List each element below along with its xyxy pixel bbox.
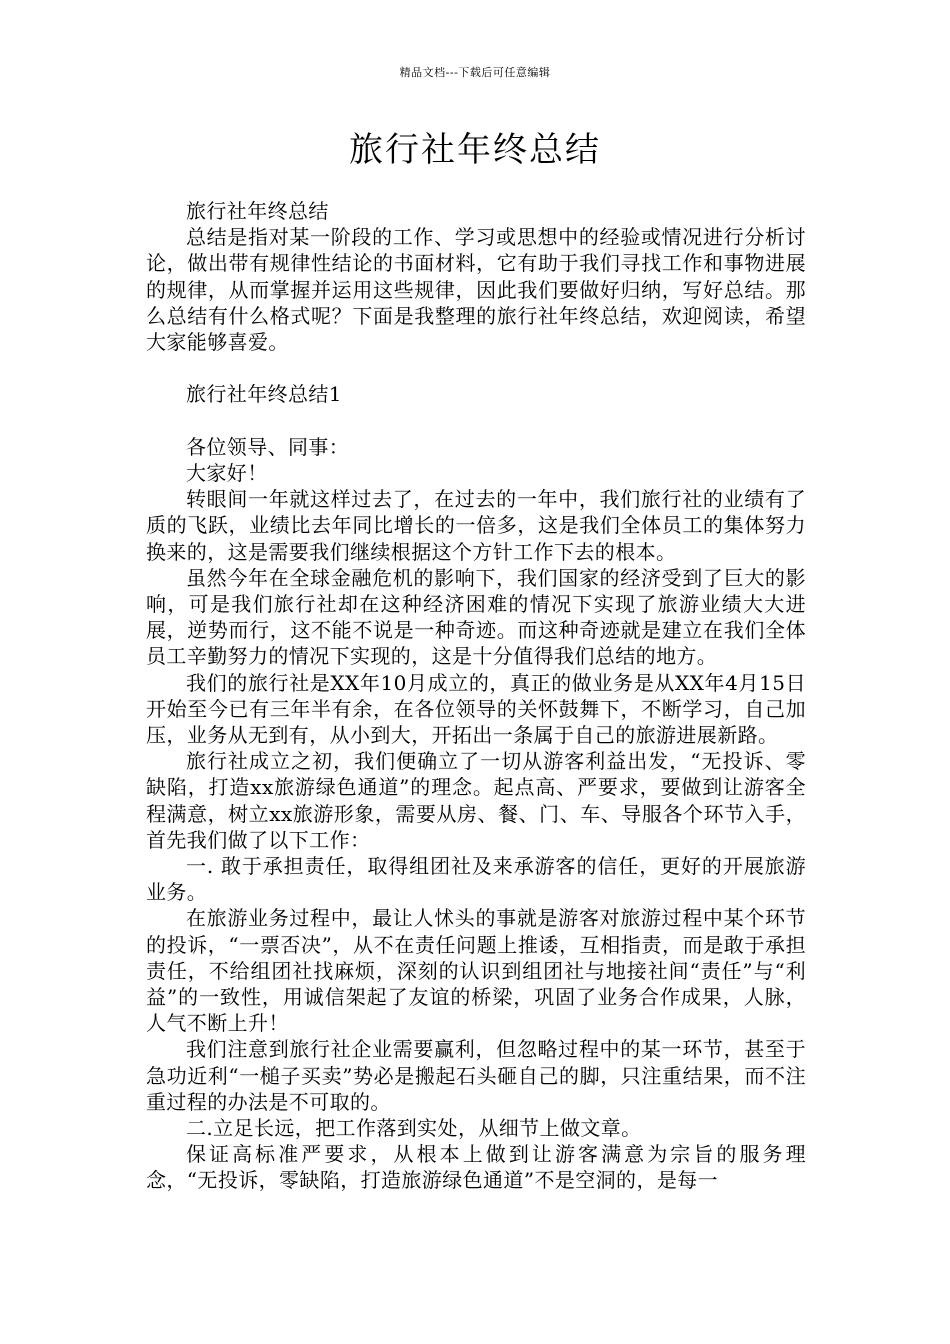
document-title: 旅行社年终总结 xyxy=(349,130,601,170)
paragraph: 转眼间一年就这样过去了，在过去的一年中，我们旅行社的业绩有了质的飞跃，业绩比去年同比增长的一倍多，这是我们全体员工的集体努力换来的，这是需要我们继续根据这个方针工作下去的根本。 xyxy=(146,487,806,564)
paragraph: 保证高标准严要求，从根本上做到让游客满意为宗旨的服务理念，“无投诉，零缺陷，打造旅游绿色通道”不是空洞的，是每一 xyxy=(146,1142,806,1193)
paragraph-subtitle: 旅行社年终总结 xyxy=(186,199,329,223)
paragraph-point-two: 二.立足长远，把工作落到实处，从细节上做文章。 xyxy=(186,1116,642,1141)
blank-line xyxy=(146,355,806,381)
paragraph: 我们的旅行社是XX年10月成立的，真正的做业务是从XX年4月15日开始至今已有三年半有余，在各位领导的关怀鼓舞下，不断学习，自己加压，业务从无到有，从小到大，开拓出一条属于自己的旅游进展新路。 xyxy=(146,670,806,748)
paragraph-point-one: 一. 敢于承担责任，取得组团社及来承游客的信任，更好的开展旅游业务。 xyxy=(146,854,806,905)
document-body xyxy=(146,198,806,1194)
paragraph: 虽然今年在全球金融危机的影响下，我们国家的经济受到了巨大的影响，可是我们旅行社却在这种经济困难的情况下实现了旅游业绩大大进展，逆势而行，这不能不说是一种奇迹。而这种奇迹就是建立在我们全体员工辛勤努力的情况下实现的，这是十分值得我们总结的地方。 xyxy=(146,565,806,669)
paragraph: 在旅游业务过程中，最让人怵头的事就是游客对旅游过程中某个环节的投诉，“一票否决”，从不在责任问题上推诿，互相指责，而是敢于承担责任，不给组团社找麻烦，深刻的认识到组团社与地接社间“责任”与“利益”的一致性，用诚信架起了友谊的桥梁，巩固了业务合作成果，人脉，人气不断上升！ xyxy=(146,906,806,1036)
paragraph-salutation: 各位领导、同事： xyxy=(186,434,350,459)
header-note: 精品文档---下载后可任意编辑 xyxy=(399,66,551,79)
paragraph: 旅行社成立之初，我们便确立了一切从游客利益出发，“无投诉、零缺陷，打造xx旅游绿色通道”的理念。起点高、严要求，要做到让游客全程满意，树立xx旅游形象，需要从房、餐、门、车、导服各个环节入手，首先我们做了以下工作： xyxy=(146,749,806,852)
section-heading: 旅行社年终总结1 xyxy=(186,382,342,407)
paragraph-greeting: 大家好！ xyxy=(186,461,268,485)
paragraph: 我们注意到旅行社企业需要赢利，但忽略过程中的某一环节，甚至于急功近利“一槌子买卖”势必是搬起石头砸自己的脚，只注重结果，而不注重过程的办法是不可取的。 xyxy=(146,1037,806,1114)
blank-line xyxy=(146,408,806,434)
paragraph-intro: 总结是指对某一阶段的工作、学习或思想中的经验或情况进行分析讨论，做出带有规律性结论的书面材料，它有助于我们寻找工作和事物进展的规律，从而掌握并运用这些规律，因此我们要做好归纳，写好总结。那么总结有什么格式呢？下面是我整理的旅行社年终总结，欢迎阅读，希望大家能够喜爱。 xyxy=(146,225,806,355)
